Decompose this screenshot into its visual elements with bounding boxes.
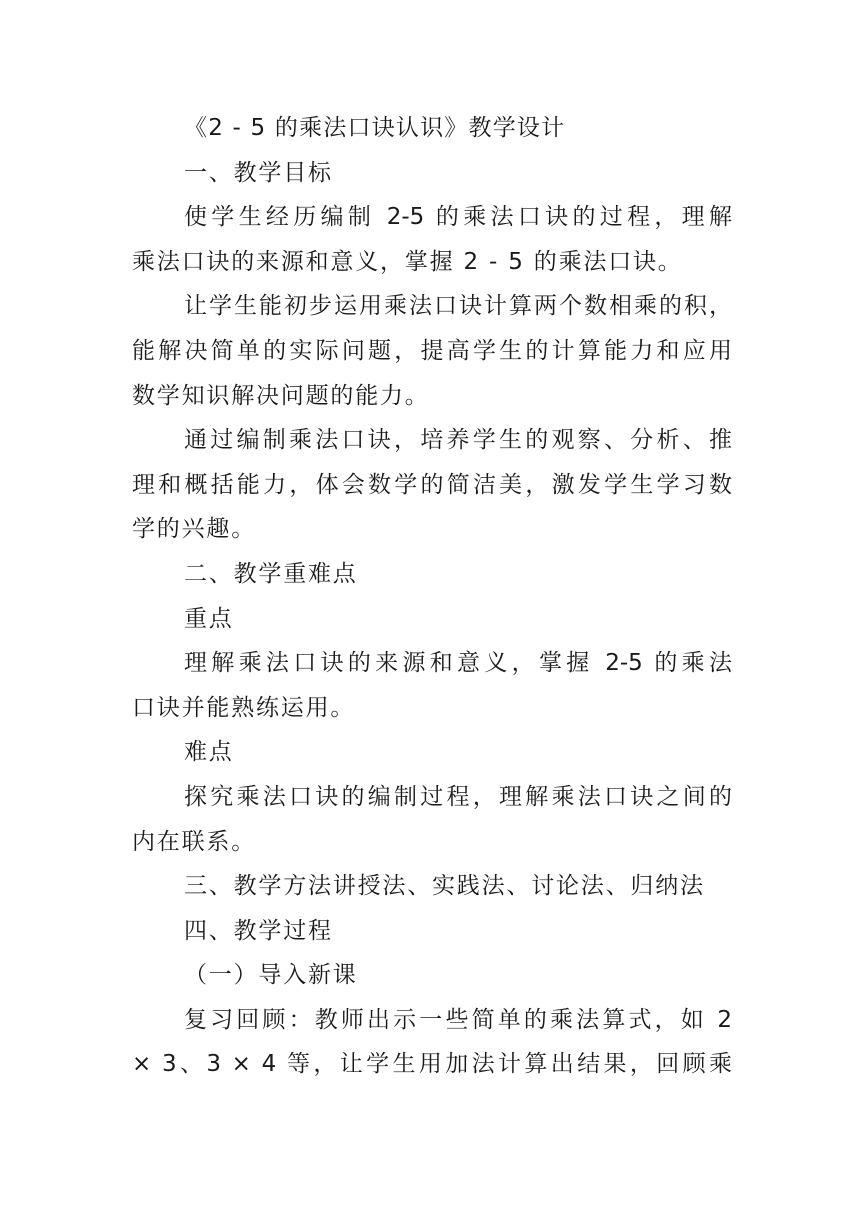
- difficulty-label: 难点: [184, 739, 234, 766]
- subsection-heading-introduction: （一）导入新课: [184, 962, 358, 989]
- section-heading-teaching-methods: 三、教学方法讲授法、实践法、讨论法、归纳法: [184, 873, 705, 900]
- key-point-line2: 口诀并能熟练运用。: [132, 694, 356, 721]
- goal2-line2: 能解决简单的实际问题，提高学生的计算能力和应用: [132, 337, 732, 364]
- difficulty-line1: 探究乘法口诀的编制过程，理解乘法口诀之间的: [184, 783, 732, 810]
- section-heading-teaching-process: 四、教学过程: [184, 917, 333, 944]
- section-heading-teaching-goals: 一、教学目标: [184, 159, 333, 186]
- difficulty-line2: 内在联系。: [132, 828, 256, 855]
- goal3-line3: 学的兴趣。: [132, 516, 256, 543]
- review-line2: × 3、3 × 4 等，让学生用加法计算出结果，回顾乘: [132, 1051, 732, 1078]
- goal3-line2: 理和概括能力，体会数学的简洁美，激发学生学习数: [132, 471, 732, 498]
- goal2-line1: 让学生能初步运用乘法口诀计算两个数相乘的积，: [184, 293, 732, 320]
- key-point-line1: 理解乘法口诀的来源和意义，掌握 2-5 的乘法: [184, 650, 732, 677]
- document-body: [132, 106, 732, 1087]
- goal2-line3: 数学知识解决问题的能力。: [132, 382, 430, 409]
- goal3-line1: 通过编制乘法口诀，培养学生的观察、分析、推: [184, 427, 732, 454]
- document-title: 《2 - 5 的乘法口诀认识》教学设计: [184, 115, 566, 141]
- section-heading-key-difficult-points: 二、教学重难点: [184, 560, 358, 587]
- key-point-label: 重点: [184, 605, 234, 632]
- goal1-line2: 乘法口诀的来源和意义，掌握 2 - 5 的乘法口诀。: [132, 248, 683, 275]
- review-line1: 复习回顾：教师出示一些简单的乘法算式，如 2: [184, 1006, 732, 1033]
- goal1-line1: 使学生经历编制 2-5 的乘法口诀的过程，理解: [184, 204, 732, 231]
